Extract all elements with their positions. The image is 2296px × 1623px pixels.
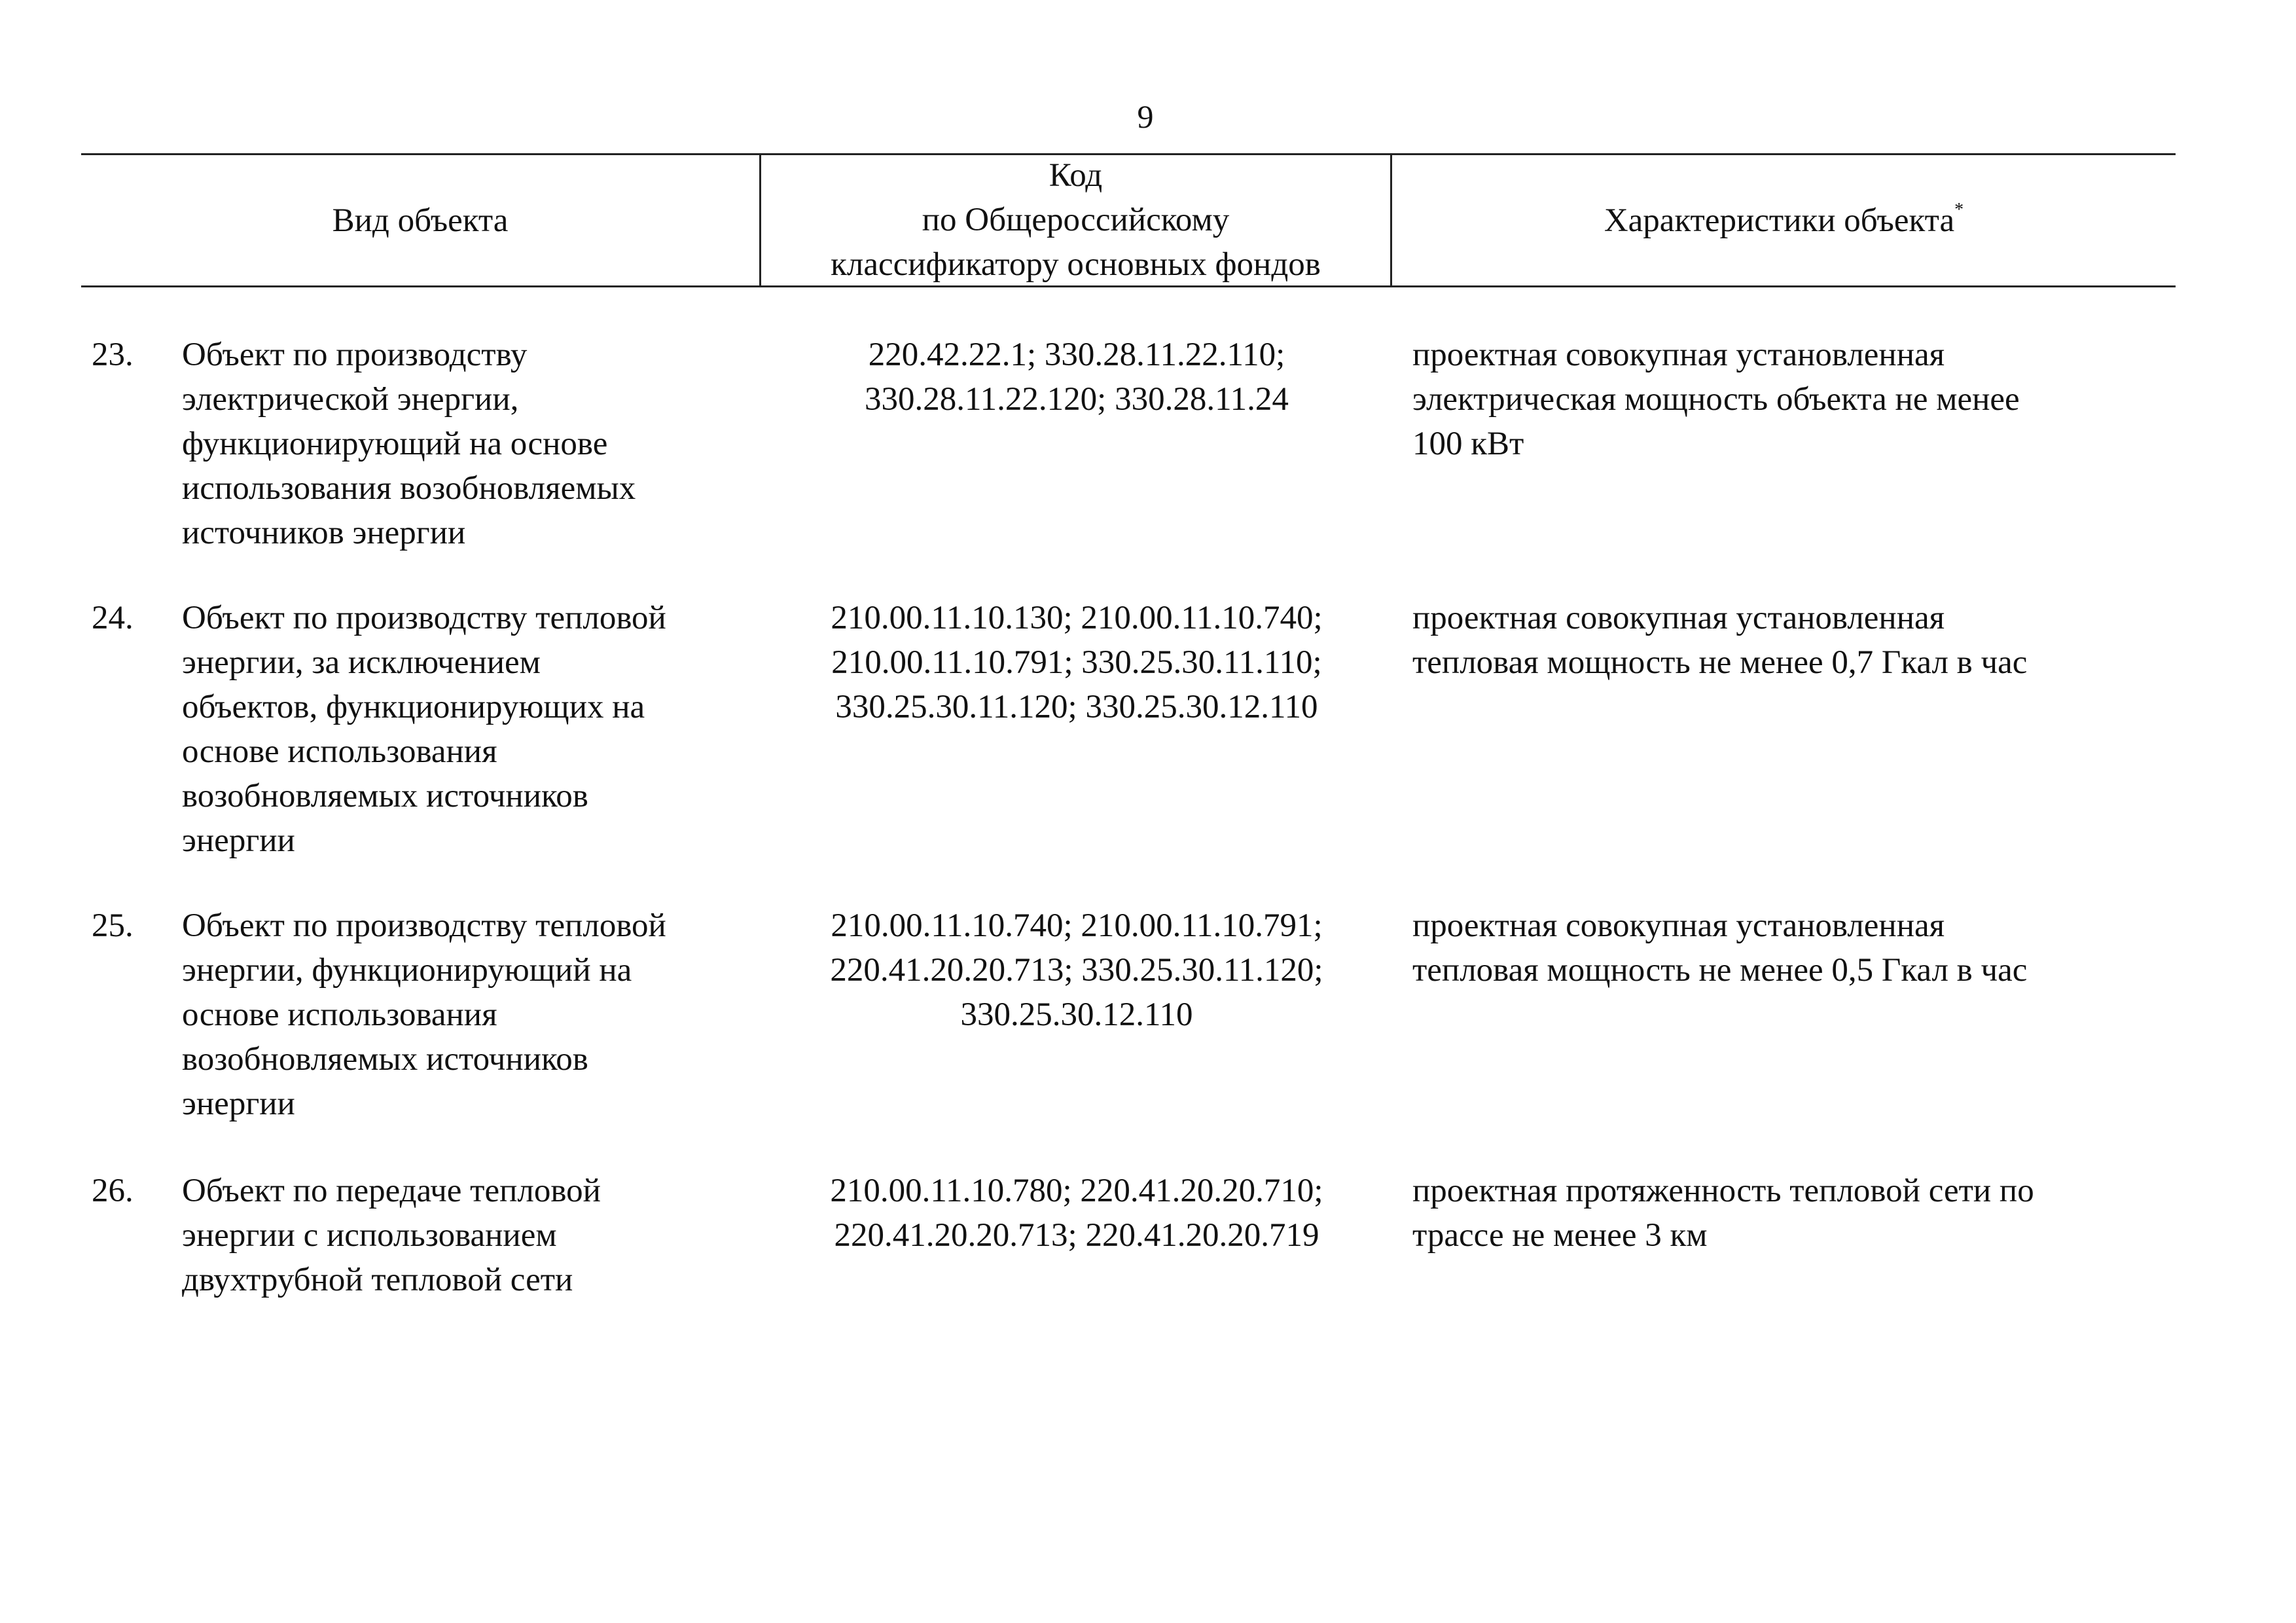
row-codes: 210.00.11.10.130; 210.00.11.10.740; 210.00.11.10.791; 330.25.30.11.110; 330.25.30.11.120; 330.25.30.12.110 <box>831 600 1323 725</box>
row-characteristics: проектная совокупная установленная тепловая мощность не менее 0,5 Гкал в час <box>1412 907 2028 989</box>
row-object-type: Объект по производству электрической энергии, функционирующий на основе использования возобновляемых источников энергии <box>182 337 636 551</box>
row-codes: 210.00.11.10.780; 220.41.20.20.710; 220.41.20.20.713; 220.41.20.20.719 <box>830 1173 1323 1254</box>
header-code-line1: Код <box>1049 157 1103 194</box>
row-object-type: Объект по производству тепловой энергии, за исключением объектов, функционирующих на основе использования возобновляемых источников энергии <box>182 600 666 859</box>
row-number: 25. <box>92 907 134 944</box>
header-code <box>761 153 1390 287</box>
header-code-line3: классификатору основных фондов <box>831 246 1321 283</box>
row-object-type: Объект по передаче тепловой энергии с использованием двухтрубной тепловой сети <box>182 1173 601 1298</box>
row-number: 26. <box>92 1173 134 1209</box>
header-object-type-label: Вид объекта <box>332 202 509 239</box>
row-characteristics: проектная совокупная установленная тепловая мощность не менее 0,7 Гкал в час <box>1412 600 2028 681</box>
header-object-type <box>81 198 759 243</box>
row-object-type: Объект по производству тепловой энергии, функционирующий на основе использования возобновляемых источников энергии <box>182 907 666 1122</box>
row-number: 24. <box>92 600 134 636</box>
row-characteristics: проектная протяженность тепловой сети по трассе не менее 3 км <box>1412 1173 2034 1254</box>
row-characteristics: проектная совокупная установленная электрическая мощность объекта не менее 100 кВт <box>1412 337 2020 462</box>
page-number: 9 <box>1137 98 1154 135</box>
header-characteristics-label: Характеристики объекта <box>1604 202 1955 239</box>
header-characteristics <box>1392 198 2176 243</box>
footnote-mark: * <box>1954 200 1964 220</box>
row-number: 23. <box>92 337 134 373</box>
row-codes: 210.00.11.10.740; 210.00.11.10.791; 220.41.20.20.713; 330.25.30.11.120; 330.25.30.12.110 <box>830 907 1323 1033</box>
row-codes: 220.42.22.1; 330.28.11.22.110; 330.28.11.22.120; 330.28.11.24 <box>865 337 1289 418</box>
header-code-line2: по Общероссийскому <box>922 202 1230 238</box>
